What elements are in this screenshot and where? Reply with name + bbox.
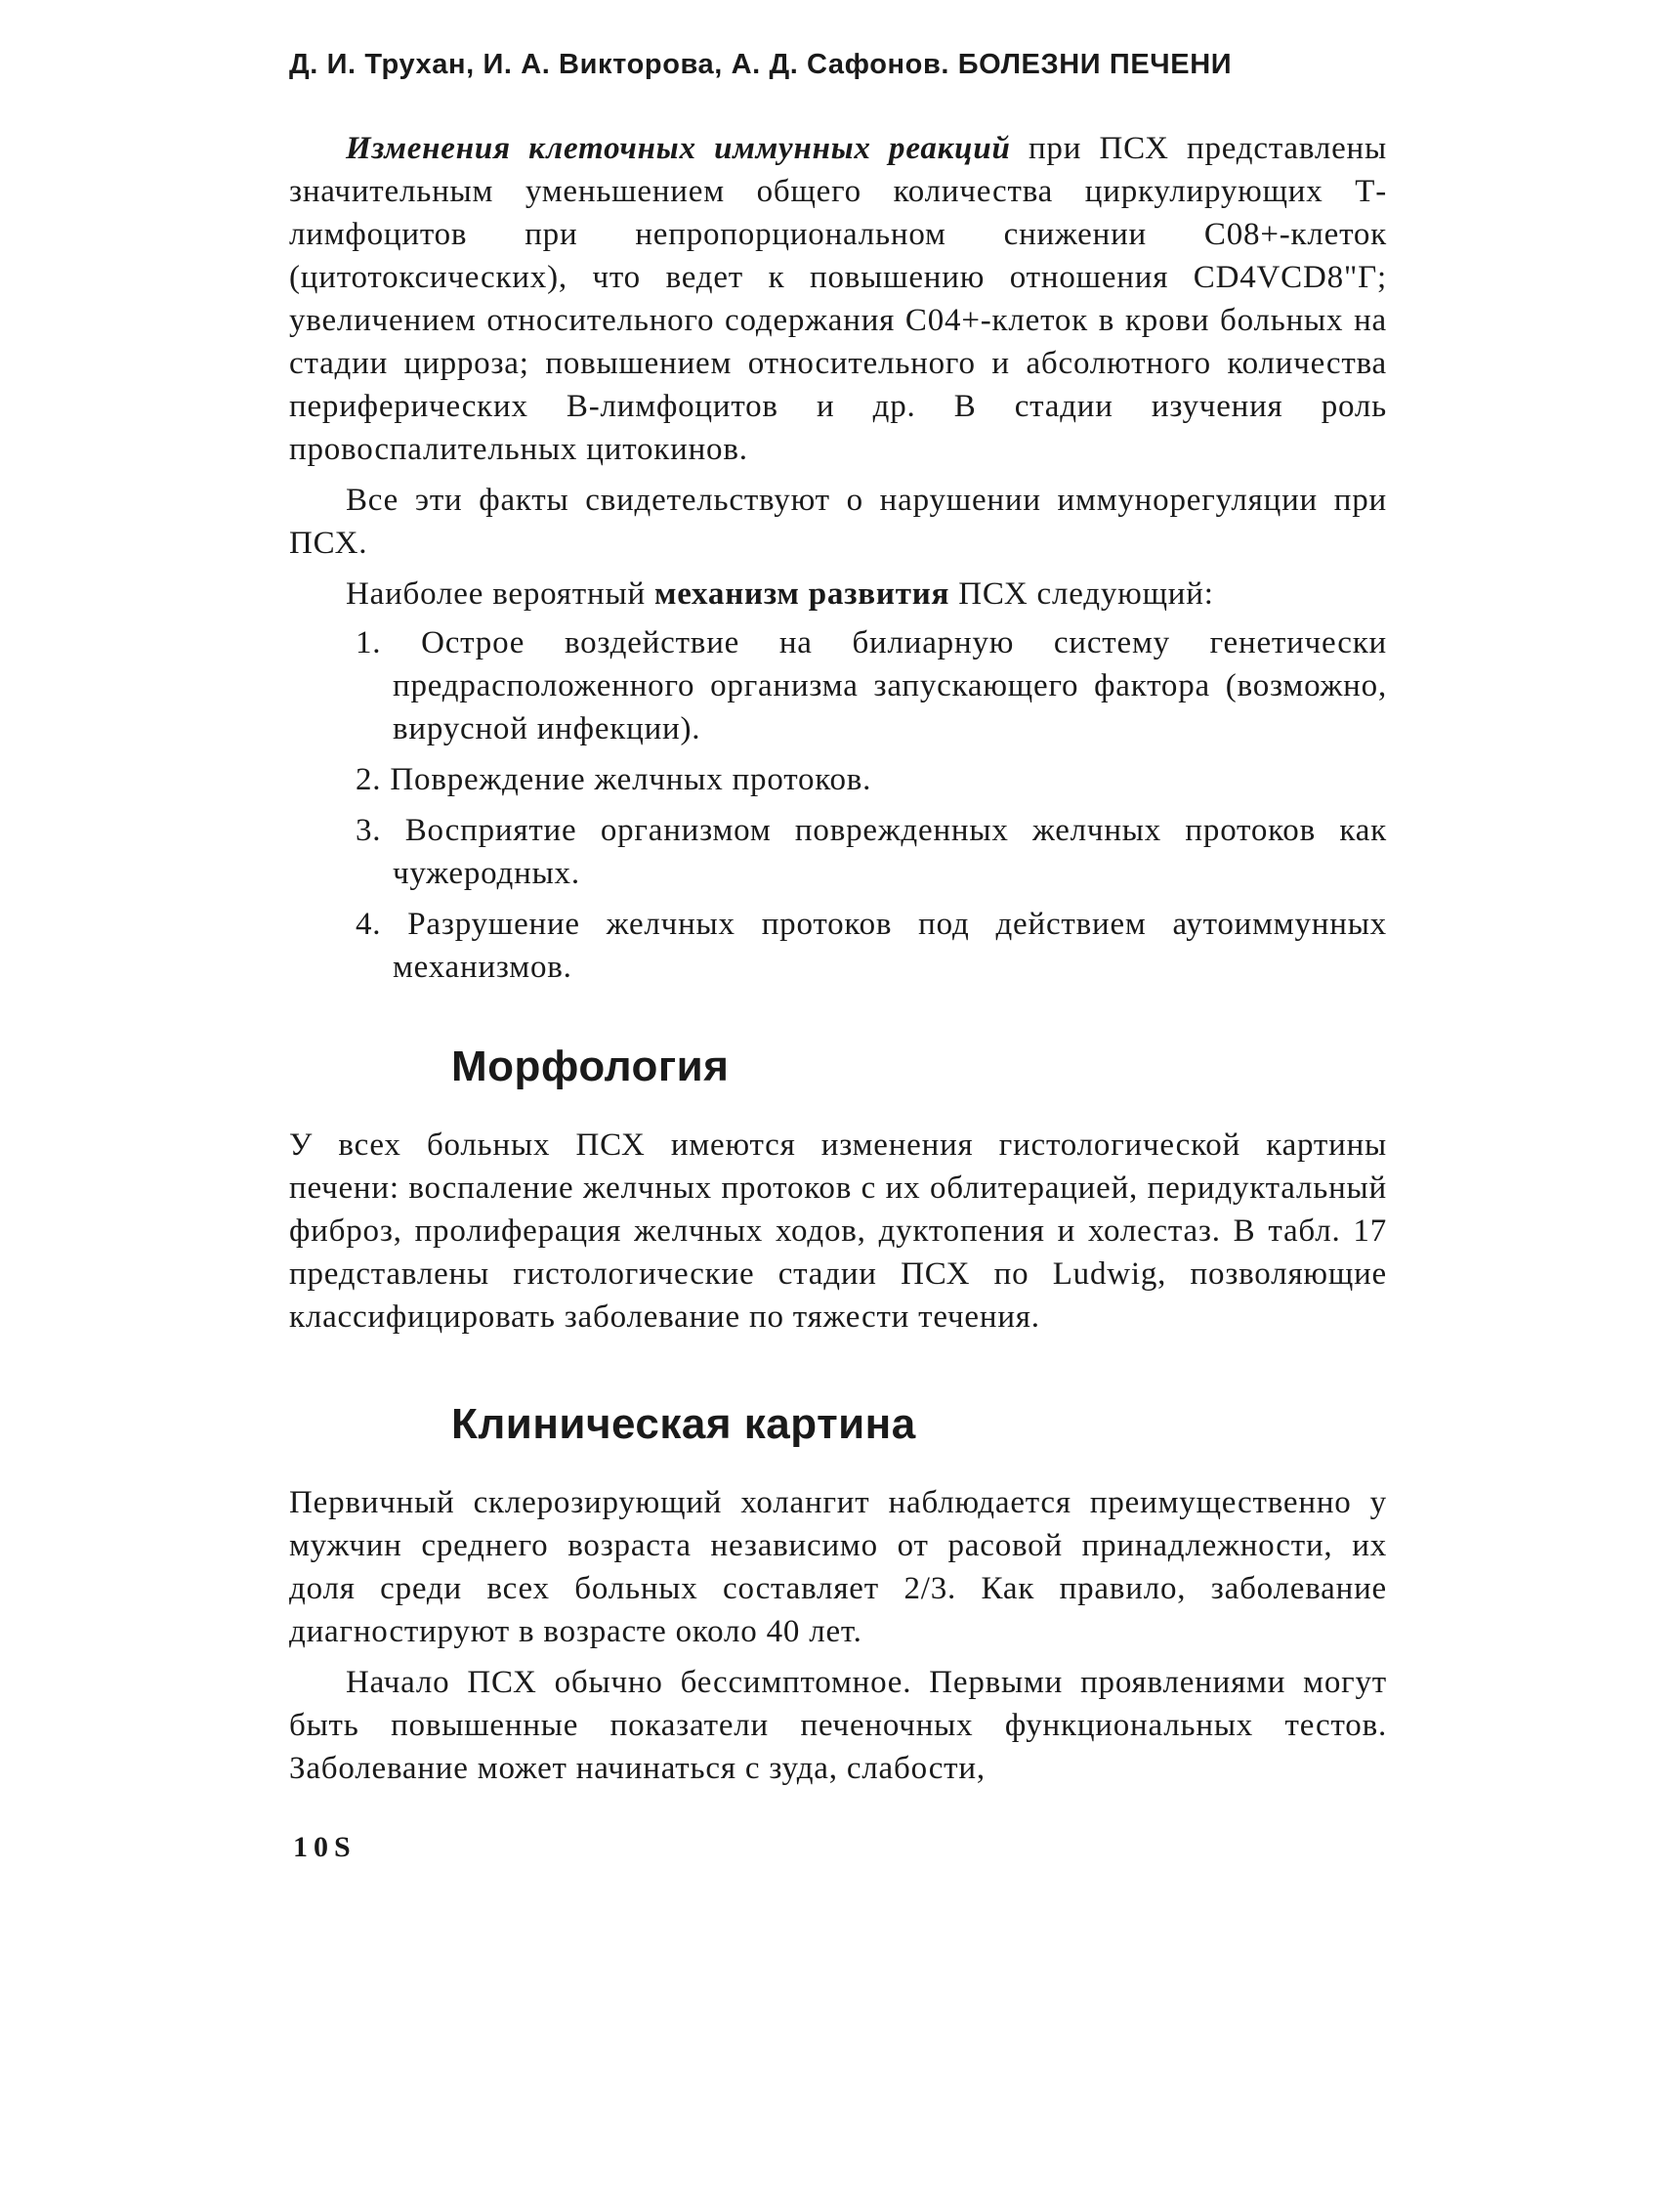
paragraph-text: при ПСХ представлены значительным уменьшением общего количества циркулирующих Т-лимфоцитов при непропорциональном снижении С08+-клеток (цитотоксических), что ведет к повышению отношения CD4VCD8"Г; увеличением относительного содержания С04+-клеток в крови больных на стадии цирроза; повышением относительного и абсолютного количества периферических В-лимфоцитов и др. В стадии изучения роль провоспалительных цитокинов. xyxy=(289,131,1387,467)
section-heading-morphology: Морфология xyxy=(451,1042,730,1090)
list-item: 1. Острое воздействие на билиарную систему генетически предрасположенного организма запускающего фактора (возможно, вирусной инфекции). xyxy=(356,625,1387,746)
paragraph-lead-term: Изменения клеточных иммунных реакций xyxy=(346,131,1011,166)
running-head: Д. И. Трухан, И. А. Викторова, А. Д. Сафонов. БОЛЕЗНИ ПЕЧЕНИ xyxy=(289,49,1233,80)
paragraph-clinical-1: Первичный склерозирующий холангит наблюдается преимущественно у мужчин среднего возраста независимо от расовой принадлежности, их доля среди всех больных составляет 2/3. Как правило, заболевание диагностируют в возрасте около 40 лет. xyxy=(289,1485,1387,1649)
paragraph-immunoregulation: Все эти факты свидетельствуют о нарушении иммунорегуляции при ПСХ. xyxy=(289,483,1387,561)
mechanism-steps-list xyxy=(289,621,1387,989)
section-heading-clinical: Клиническая картина xyxy=(451,1400,916,1448)
mechanism-term: механизм развития xyxy=(653,576,950,612)
list-item: 2. Повреждение желчных протоков. xyxy=(356,762,872,797)
paragraph-mechanism-intro: Наиболее вероятный механизм развития ПСХ следующий: xyxy=(346,576,1214,612)
paragraph-morphology: У всех больных ПСХ имеются изменения гистологической картины печени: воспаление желчных протоков с их облитерацией, перидуктальный фиброз, пролиферация желчных ходов, дуктопения и холестаз. В табл. 17 представлены гистологические стадии ПСХ по Ludwig, позволяющие классифицировать заболевание по тяжести течения. xyxy=(289,1127,1387,1335)
page-number: 10S xyxy=(293,1831,357,1863)
list-item: 4. Разрушение желчных протоков под действием аутоиммунных механизмов. xyxy=(356,907,1387,985)
list-item: 3. Восприятие организмом поврежденных желчных протоков как чужеродных. xyxy=(356,813,1387,891)
page-content xyxy=(289,127,1387,1790)
paragraph-clinical-2: Начало ПСХ обычно бессимптомное. Первыми проявлениями могут быть повышенные показатели печеночных функциональных тестов. Заболевание может начинаться с зуда, слабости, xyxy=(289,1665,1387,1786)
paragraph-immune-reactions xyxy=(289,127,1387,471)
